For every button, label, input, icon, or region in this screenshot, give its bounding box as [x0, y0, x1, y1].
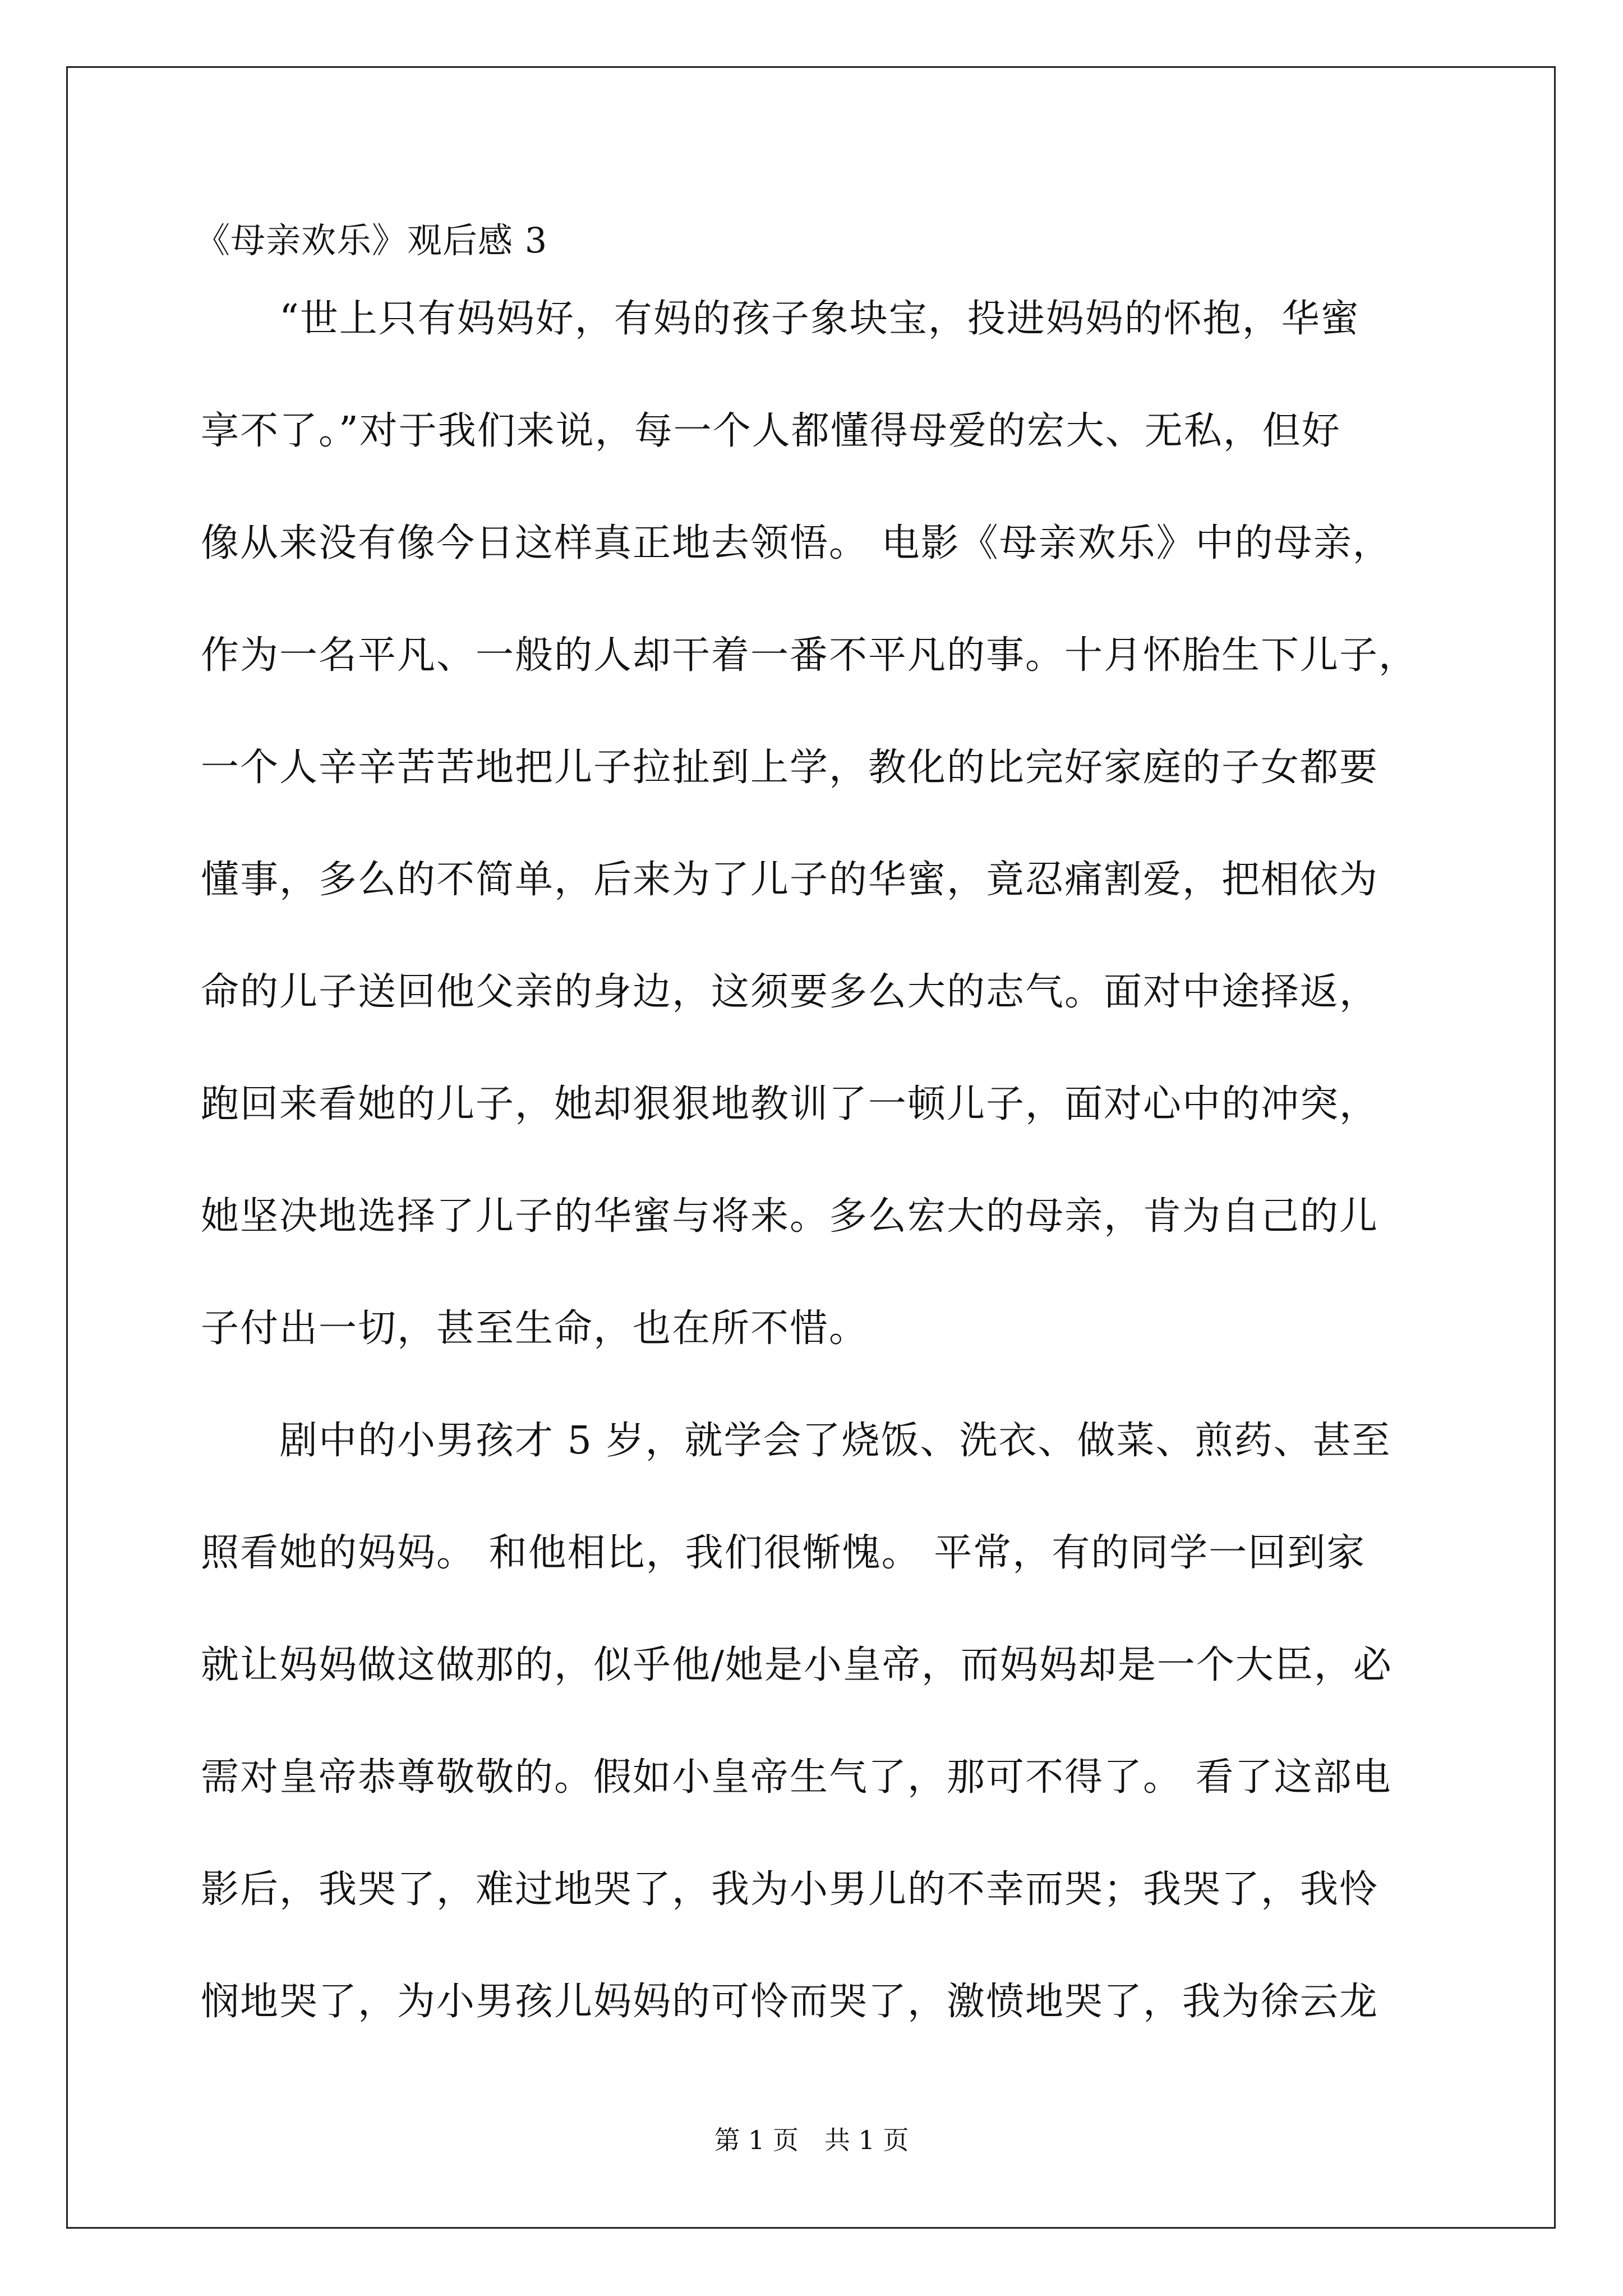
body-line-9: 她坚决地选择了儿子的华蜜与将来。多么宏大的母亲，肯为自己的儿	[201, 1194, 1379, 1239]
body-line-4: 作为一名平凡、一般的人却干着一番不平凡的事。十月怀胎生下儿子，	[201, 633, 1418, 678]
body-line-5: 一个人辛辛苦苦地把儿子拉扯到上学，教化的比完好家庭的子女都要	[201, 746, 1379, 790]
body-line-1: “世上只有妈妈好，有妈的孩子象块宝，投进妈妈的怀抱，华蜜	[201, 297, 1360, 341]
body-line-3: 像从来没有像今日这样真正地去领悟。 电影《母亲欢乐》中的母亲，	[201, 521, 1392, 565]
body-line-16: 悯地哭了，为小男孩儿妈妈的可怜而哭了，激愤地哭了，我为徐云龙	[201, 1980, 1379, 2024]
page-footer: 第 1 页 共 1 页	[714, 2125, 909, 2155]
document-title: 《母亲欢乐》观后感 3	[195, 220, 548, 261]
body-line-7: 命的儿子送回他父亲的身边，这须要多么大的志气。面对中途择返，	[201, 970, 1379, 1014]
body-line-2: 享不了。”对于我们来说，每一个人都懂得母爱的宏大、无私，但好	[201, 409, 1341, 453]
body-line-6: 懂事，多么的不简单，后来为了儿子的华蜜，竟忍痛割爱，把相依为	[201, 858, 1379, 902]
body-line-8: 跑回来看她的儿子，她却狠狠地教训了一顿儿子，面对心中的冲突，	[201, 1082, 1379, 1126]
body-line-13: 就让妈妈做这做那的，似乎他/她是小皇帝，而妈妈却是一个大臣，必	[201, 1643, 1393, 1687]
body-line-10: 子付出一切，甚至生命，也在所不惜。	[201, 1306, 869, 1351]
body-line-14: 需对皇帝恭尊敬敬的。假如小皇帝生气了，那可不得了。 看了这部电	[201, 1755, 1392, 1800]
body-line-12: 照看她的妈妈。 和他相比，我们很惭愧。 平常，有的同学一回到家	[201, 1531, 1366, 1575]
body-line-11: 剧中的小男孩才 5 岁，就学会了烧饭、洗衣、做菜、煎药、甚至	[201, 1419, 1391, 1463]
body-line-15: 影后，我哭了，难过地哭了，我为小男儿的不幸而哭；我哭了，我怜	[201, 1867, 1379, 1912]
